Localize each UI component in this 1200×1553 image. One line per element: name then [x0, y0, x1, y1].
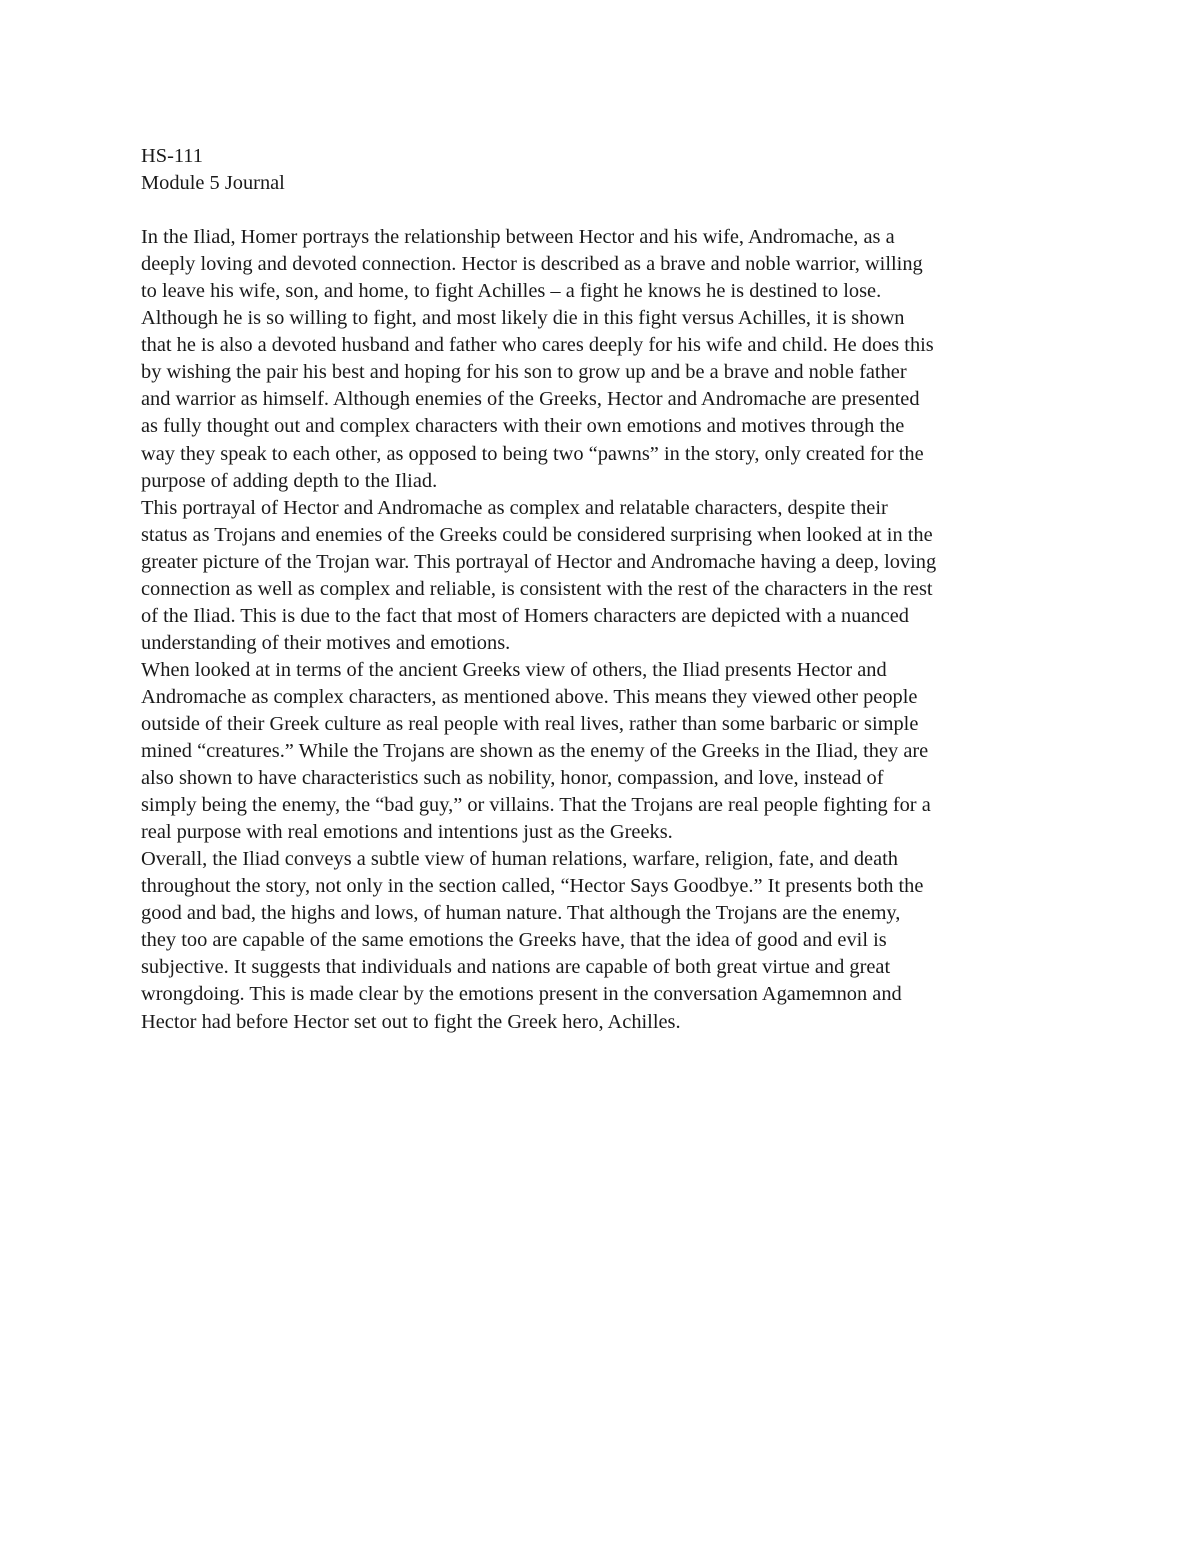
text-line: to leave his wife, son, and home, to fight Achilles – a fight he knows he is destined to lose. [141, 280, 882, 303]
paragraph-2 [141, 495, 1066, 657]
text-line: that he is also a devoted husband and father who cares deeply for his wife and child. He does this [141, 334, 934, 357]
text-line: simply being the enemy, the “bad guy,” or villains. That the Trojans are real people fighting for a [141, 794, 931, 817]
paragraph-3 [141, 657, 1066, 846]
text-line: understanding of their motives and emotions. [141, 631, 511, 654]
paragraph-1 [141, 224, 1066, 494]
text-line: This portrayal of Hector and Andromache as complex and relatable characters, despite their [141, 496, 888, 519]
text-line: deeply loving and devoted connection. Hector is described as a brave and noble warrior, willing [141, 253, 923, 276]
text-line: Andromache as complex characters, as mentioned above. This means they viewed other people [141, 685, 918, 708]
text-line: Although he is so willing to fight, and most likely die in this fight versus Achilles, it is shown [141, 307, 905, 330]
text-line: subjective. It suggests that individuals and nations are capable of both great virtue and great [141, 956, 891, 979]
text-line: In the Iliad, Homer portrays the relationship between Hector and his wife, Andromache, as a [141, 226, 895, 249]
text-line: status as Trojans and enemies of the Greeks could be considered surprising when looked at in the [141, 523, 933, 546]
text-line: Hector had before Hector set out to fight the Greek hero, Achilles. [141, 1010, 681, 1033]
text-line: mined “creatures.” While the Trojans are shown as the enemy of the Greeks in the Iliad, they are [141, 740, 929, 763]
text-line: also shown to have characteristics such as nobility, honor, compassion, and love, instead of [141, 767, 884, 790]
text-line: outside of their Greek culture as real people with real lives, rather than some barbaric or simple [141, 712, 919, 735]
text-line: they too are capable of the same emotions the Greeks have, that the idea of good and evil is [141, 929, 887, 952]
text-line: way they speak to each other, as opposed to being two “pawns” in the story, only created for the [141, 442, 924, 465]
text-line: by wishing the pair his best and hoping for his son to grow up and be a brave and noble father [141, 361, 907, 384]
text-line: wrongdoing. This is made clear by the emotions present in the conversation Agamemnon and [141, 983, 902, 1006]
paragraph-4 [141, 846, 1066, 1035]
text-line: Overall, the Iliad conveys a subtle view of human relations, warfare, religion, fate, and death [141, 848, 899, 871]
text-line: throughout the story, not only in the section called, “Hector Says Goodbye.” It presents both the [141, 875, 924, 898]
text-line: of the Iliad. This is due to the fact that most of Homers characters are depicted with a nuanced [141, 604, 909, 627]
text-line: connection as well as complex and reliable, is consistent with the rest of the characters in the rest [141, 577, 933, 600]
text-line: purpose of adding depth to the Iliad. [141, 469, 438, 492]
document-title: Module 5 Journal [141, 172, 285, 195]
text-line: real purpose with real emotions and intentions just as the Greeks. [141, 821, 673, 844]
text-line: good and bad, the highs and lows, of human nature. That although the Trojans are the enemy, [141, 902, 901, 925]
document-body [141, 143, 1066, 1036]
blank-line [141, 197, 1066, 224]
text-line: as fully thought out and complex characters with their own emotions and motives through the [141, 415, 905, 438]
course-code: HS-111 [141, 145, 203, 167]
text-line: When looked at in terms of the ancient Greeks view of others, the Iliad presents Hector and [141, 658, 887, 681]
text-line: and warrior as himself. Although enemies of the Greeks, Hector and Andromache are presented [141, 388, 920, 411]
text-line: greater picture of the Trojan war. This portrayal of Hector and Andromache having a deep, loving [141, 550, 937, 573]
